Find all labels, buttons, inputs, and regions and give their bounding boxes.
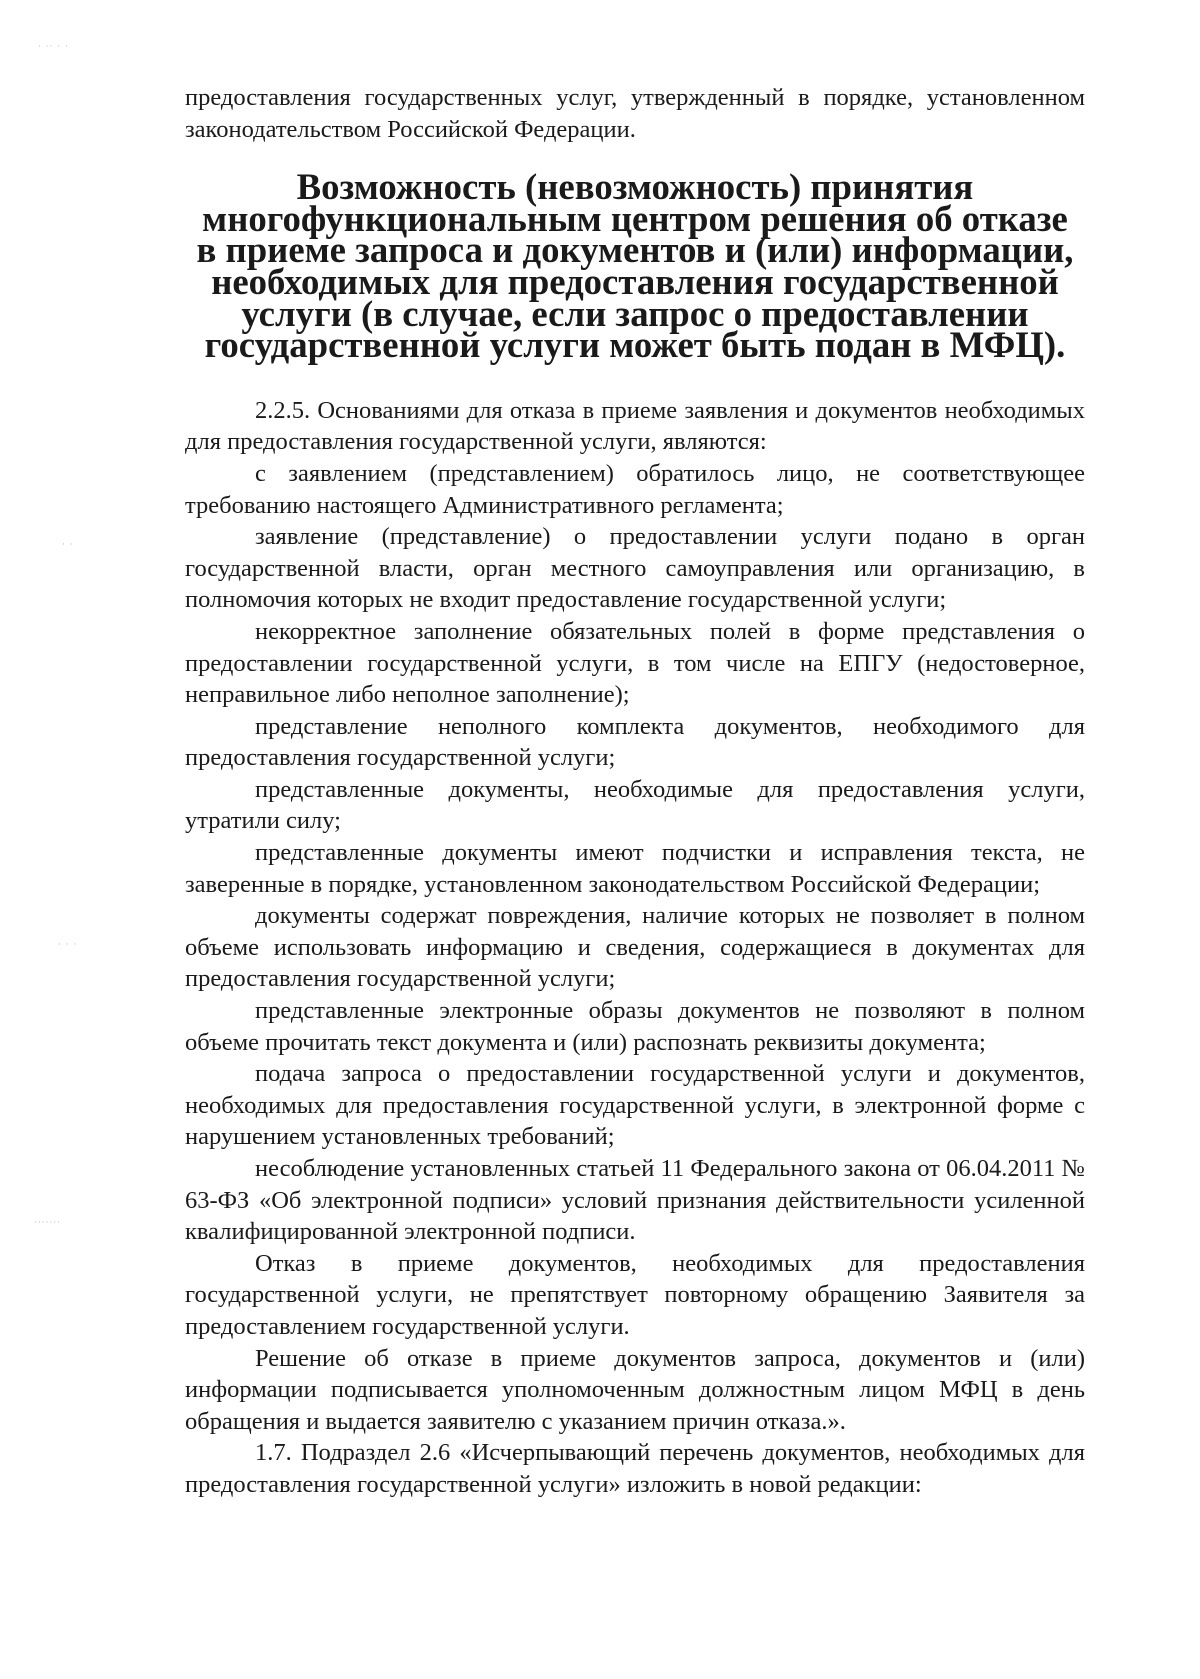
list-item-damaged-documents: документы содержат повреждения, наличие которых не позволяет в полном объеме использовать информацию и сведения, содержащиеся в документах для предоставления государственной услуги; [185,902,1085,993]
section-heading: Возможность (невозможность) принятия многофункциональным центром решения об отказе в приеме запроса и документов и (или) информации, необходимых для предоставления государственной услуги (в случае, если запрос о предоставлении государственной услуги может быть подан в МФЦ). [196,166,1074,366]
scan-artifact: · · · [58,940,78,950]
scan-artifact: · ·· · · [38,42,69,52]
list-item-electronic-violation: подача запроса о предоставлении государственной услуги и документов, необходимых для предоставления государственной услуги, в электронной форме с нарушением установленных требований; [185,1060,1085,1151]
list-item-incomplete-set: представление неполного комплекта документов, необходимого для предоставления государственной услуги; [185,712,1085,772]
list-item-applicant-mismatch: с заявлением (представлением) обратилось лицо, не соответствующее требованию настоящего Административного регламента; [185,459,1085,519]
list-item-incorrect-fields: некорректное заполнение обязательных полей в форме представления о предоставлении государственной услуги, в том числе на ЕПГУ (недостоверное, неправильное либо неполное заполнение); [185,617,1085,709]
paragraph-refusal-decision: Решение об отказе в приеме документов запроса, документов и (или) информации подписывается уполномоченным должностным лицом МФЦ в день обращения и выдается заявителю с указанием причин отказа.». [185,1344,1085,1435]
list-item-unreadable-images: представленные электронные образы документов не позволяют в полном объеме прочитать текст документа и (или) распознать реквизиты документа; [185,997,1085,1056]
paragraph-1-7: 1.7. Подраздел 2.6 «Исчерпывающий перечень документов, необходимых для предоставления государственной услуги» изложить в новой редакции: [185,1439,1085,1498]
list-item-corrections: представленные документы имеют подчистки и исправления текста, не заверенные в порядке, установленном законодательством Российской Федерации; [185,839,1085,898]
document-page [185,82,1085,1501]
paragraph-2-2-5: 2.2.5. Основаниями для отказа в приеме заявления и документов необходимых для предоставления государственной услуги, являются: [185,396,1085,456]
list-item-expired-documents: представленные документы, необходимые для предоставления услуги, утратили силу; [185,775,1085,835]
paragraph-refusal-no-obstacle: Отказ в приеме документов, необходимых для предоставления государственной услуги, не препятствует повторному обращению Заявителя за предоставлением государственной услуги. [185,1249,1085,1340]
intro-paragraph: предоставления государственных услуг, утвержденный в порядке, установленном законодательством Российской Федерации. [185,84,1085,143]
scan-artifact: · · [62,540,74,550]
list-item-wrong-authority: заявление (представление) о предоставлении услуги подано в орган государственной власти, орган местного самоуправления или организацию, в полномочия которых не входит предоставление государственной услуги; [185,523,1085,614]
scan-artifact: ······· [34,1218,62,1228]
list-item-signature-invalid: несоблюдение установленных статьей 11 Федерального закона от 06.04.2011 № 63-ФЗ «Об электронной подписи» условий признания действительности усиленной квалифицированной электронной подписи. [185,1155,1085,1246]
